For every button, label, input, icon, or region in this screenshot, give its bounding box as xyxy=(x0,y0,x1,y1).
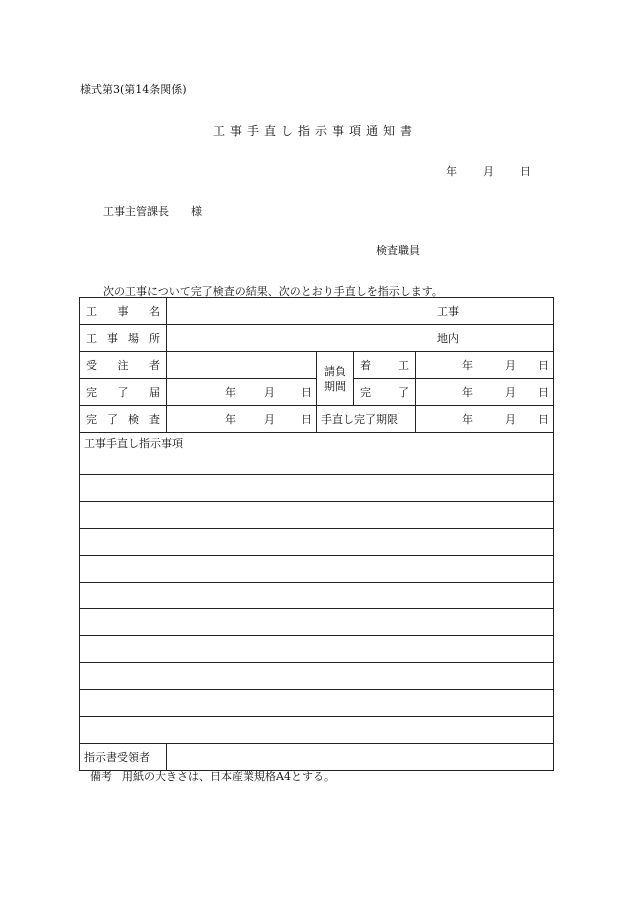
site-field[interactable] xyxy=(167,325,554,352)
construction-name-label: 工事名 xyxy=(80,298,167,325)
instruction-line[interactable] xyxy=(80,690,554,717)
start-date-field[interactable]: 年 月 日 xyxy=(416,352,554,379)
completion-label: 完了 xyxy=(354,379,416,406)
instruction-line[interactable] xyxy=(80,501,554,528)
date-day: 日 xyxy=(520,165,531,178)
row-contractor xyxy=(80,352,554,379)
row-instructions-header xyxy=(80,433,554,475)
remark-label: 備考 xyxy=(90,770,112,783)
contractor-field[interactable] xyxy=(167,352,317,379)
issue-date xyxy=(446,163,531,179)
instruction-line[interactable] xyxy=(80,555,554,582)
inspection-label: 完了検査 xyxy=(80,406,167,433)
instruction-line[interactable] xyxy=(80,475,554,502)
instruction-line[interactable] xyxy=(80,636,554,663)
site-label: 工事場所 xyxy=(80,325,167,352)
instructions-label: 工事手直し指示事項 xyxy=(80,433,554,475)
document-title: 工事手直し指示事項通知書 xyxy=(212,124,417,138)
inspection-date-field[interactable]: 年 月 日 xyxy=(167,406,317,433)
fix-deadline-label: 手直し完了期限 xyxy=(317,406,416,433)
row-inspection xyxy=(80,406,554,433)
form-number: 様式第3(第14条関係) xyxy=(80,83,187,96)
receiver-label: 指示書受領者 xyxy=(80,743,167,770)
instruction-line[interactable] xyxy=(80,663,554,690)
form-table xyxy=(79,297,554,771)
fix-deadline-date-field[interactable]: 年 月 日 xyxy=(416,406,554,433)
row-construction-name xyxy=(80,298,554,325)
construction-name-field[interactable] xyxy=(167,298,554,325)
inspector-label: 検査職員 xyxy=(376,244,420,257)
date-year: 年 xyxy=(446,165,457,178)
date-month: 月 xyxy=(483,165,494,178)
instruction-line[interactable] xyxy=(80,582,554,609)
receiver-field[interactable] xyxy=(167,743,554,770)
completion-date-field[interactable]: 年 月 日 xyxy=(416,379,554,406)
completion-notice-date-field[interactable]: 年 月 日 xyxy=(167,379,317,406)
completion-notice-label: 完了届 xyxy=(80,379,167,406)
start-label: 着工 xyxy=(354,352,416,379)
row-receiver xyxy=(80,743,554,770)
remark xyxy=(90,768,335,784)
instruction-text: 次の工事について完了検査の結果、次のとおり手直しを指示します。 xyxy=(103,285,443,298)
instruction-line[interactable] xyxy=(80,609,554,636)
instruction-line[interactable] xyxy=(80,528,554,555)
construction-suffix: 工事 xyxy=(437,305,459,318)
remark-text: 用紙の大きさは、日本産業規格A4とする。 xyxy=(122,770,335,783)
instruction-line[interactable] xyxy=(80,717,554,744)
contract-period-label: 請負 期間 xyxy=(317,352,354,406)
addressee: 工事主管課長 様 xyxy=(103,205,202,218)
row-site xyxy=(80,325,554,352)
contractor-label: 受注者 xyxy=(80,352,167,379)
site-suffix: 地内 xyxy=(437,332,459,345)
